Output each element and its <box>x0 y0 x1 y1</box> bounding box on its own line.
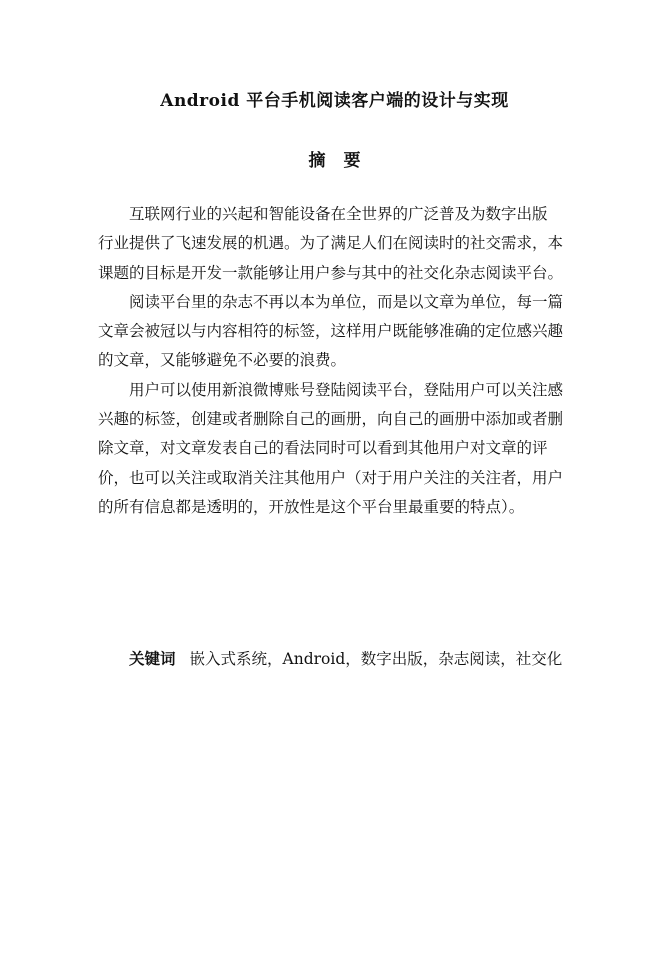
paragraph-line: 互联网行业的兴起和智能设备在全世界的广泛普及为数字出版 <box>129 205 548 223</box>
abstract-heading-char-1: 摘 <box>308 151 326 171</box>
paragraph-line: 除文章，对文章发表自己的看法同时可以看到其他用户对文章的评 <box>98 439 548 458</box>
page-title: Android 平台手机阅读客户端的设计与实现 <box>160 91 509 111</box>
keywords-text: 嵌入式系统，Android，数字出版，杂志阅读，社交化 <box>189 650 563 668</box>
keywords-line <box>129 644 562 674</box>
abstract-heading-char-2: 要 <box>343 151 361 171</box>
paragraph-line: 兴趣的标签，创建或者删除自己的画册，向自己的画册中添加或者删 <box>98 410 564 429</box>
paragraph-line: 文章会被冠以与内容相符的标签，这样用户既能够准确的定位感兴趣 <box>98 322 564 341</box>
keywords-label: 关键词 <box>129 649 176 668</box>
abstract-heading <box>0 146 669 171</box>
paragraph-line: 的文章，又能够避免不必要的浪费。 <box>98 351 347 370</box>
paragraph-line: 行业提供了飞速发展的机遇。为了满足人们在阅读时的社交需求，本 <box>98 234 564 253</box>
paragraph-line: 用户可以使用新浪微博账号登陆阅读平台，登陆用户可以关注感 <box>129 380 564 399</box>
paragraph-line: 课题的目标是开发一款能够让用户参与其中的社交化杂志阅读平台。 <box>98 263 564 282</box>
abstract-paragraph-3 <box>98 376 583 522</box>
abstract-body <box>98 200 583 522</box>
paragraph-line: 阅读平台里的杂志不再以本为单位，而是以文章为单位，每一篇 <box>129 292 564 311</box>
paragraph-line: 的所有信息都是透明的，开放性是这个平台里最重要的特点）。 <box>98 497 525 516</box>
abstract-paragraph-1 <box>98 200 583 288</box>
abstract-paragraph-2 <box>98 288 583 376</box>
paragraph-line: 价，也可以关注或取消关注其他用户（对于用户关注的关注者，用户 <box>98 468 564 487</box>
